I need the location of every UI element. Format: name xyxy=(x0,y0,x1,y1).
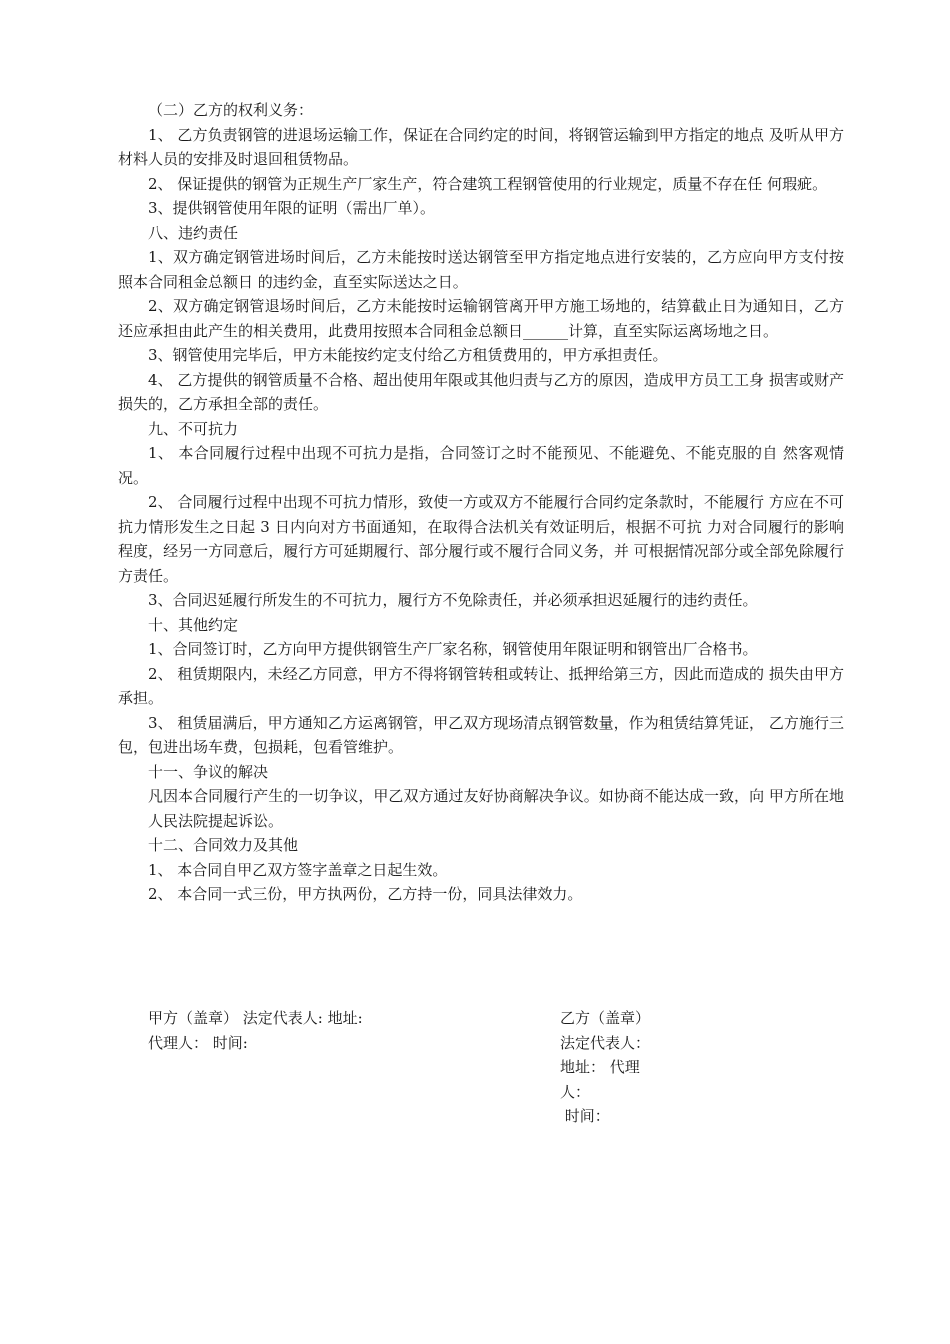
clause-paragraph: 2、 本合同一式三份，甲方执两份，乙方持一份，同具法律效力。 xyxy=(148,885,583,903)
clause-paragraph: 1、双方确定钢管进场时间后，乙方未能按时送达钢管至甲方指定地点进行安装的，乙方应向甲方支付按照本合同租金总额日 的违约金，直至实际送达之日。 xyxy=(118,248,844,291)
section-heading-dispute: 十一、争议的解决 xyxy=(148,762,269,781)
clause-paragraph: 2、 保证提供的钢管为正规生产厂家生产，符合建筑工程钢管使用的行业规定，质量不存在任 何瑕疵。 xyxy=(148,174,828,193)
section-heading-force-majeure: 九、不可抗力 xyxy=(148,419,239,438)
party-b-line: 时间： xyxy=(560,1107,610,1125)
clause-paragraph: 1、 乙方负责钢管的进退场运输工作，保证在合同约定的时间，将钢管运输到甲方指定的地点 及听从甲方材料人员的安排及时退回租赁物品。 xyxy=(118,125,844,168)
party-b-line: 乙方（盖章） xyxy=(560,1009,651,1027)
clause-paragraph: 1、 本合同履行过程中出现不可抗力是指，合同签订之时不能预见、不能避免、不能克服的自 然客观情况。 xyxy=(118,444,844,487)
section-heading-validity: 十二、合同效力及其他 xyxy=(148,836,299,854)
party-b-line: 人： xyxy=(560,1082,591,1101)
section-heading-other: 十、其他约定 xyxy=(148,615,239,634)
signature-block-party-b xyxy=(560,1006,670,1129)
party-a-line: 代理人： 时间: xyxy=(148,1033,248,1052)
signature-block-party-a xyxy=(148,1006,528,1055)
clause-paragraph: 1、合同签订时，乙方向甲方提供钢管生产厂家名称，钢管使用年限证明和钢管出厂合格书。 xyxy=(148,640,758,658)
party-b-line: 法定代表人： xyxy=(560,1033,651,1052)
section-heading-breach: 八、违约责任 xyxy=(148,223,239,242)
clause-paragraph: 3、钢管使用完毕后，甲方未能按约定支付给乙方租赁费用的，甲方承担责任。 xyxy=(148,346,668,364)
party-a-line: 甲方（盖章） 法定代表人: 地址: xyxy=(148,1009,363,1027)
clause-paragraph: 1、 本合同自甲乙双方签字盖章之日起生效。 xyxy=(148,860,448,879)
clause-paragraph: 3、合同迟延履行所发生的不可抗力，履行方不免除责任，并必须承担迟延履行的违约责任。 xyxy=(148,591,758,609)
clause-paragraph: 3、提供钢管使用年限的证明（需出厂单）。 xyxy=(148,199,436,217)
clause-paragraph: 凡因本合同履行产生的一切争议，甲乙双方通过友好协商解决争议。如协商不能达成一致，向 甲方所在地人民法院提起诉讼。 xyxy=(148,787,844,830)
clause-paragraph: 2、 合同履行过程中出现不可抗力情形，致使一方或双方不能履行合同约定条款时，不能履行 方应在不可抗力情形发生之日起 3 日内向对方书面通知，在取得合法机关有效证明后，根据不可抗 力对合同履行的影响程度，经另一方同意后，履行方可延期履行、部分履行或不履行合同义务，并 可根据情况部分或全部免除履行方责任。 xyxy=(118,493,844,585)
contract-body xyxy=(118,98,844,907)
section-heading-party-b-rights: （二）乙方的权利义务： xyxy=(148,101,314,119)
party-b-line: 地址： 代理 xyxy=(560,1058,640,1076)
clause-paragraph: 4、 乙方提供的钢管质量不合格、超出使用年限或其他归责与乙方的原因，造成甲方员工工身 损害或财产损失的，乙方承担全部的责任。 xyxy=(118,370,844,413)
clause-paragraph: 3、 租赁届满后，甲方通知乙方运离钢管，甲乙双方现场清点钢管数量，作为租赁结算凭证， 乙方施行三包，包进出场车费，包损耗，包看管维护。 xyxy=(118,713,844,756)
clause-paragraph: 2、双方确定钢管退场时间后，乙方未能按时运输钢管离开甲方施工场地的，结算截止日为通知日，乙方还应承担由此产生的相关费用，此费用按照本合同租金总额日______计算，直至实际运离场地之日。 xyxy=(118,297,844,340)
clause-paragraph: 2、 租赁期限内，未经乙方同意，甲方不得将钢管转租或转让、抵押给第三方，因此而造成的 损失由甲方承担。 xyxy=(118,664,844,707)
